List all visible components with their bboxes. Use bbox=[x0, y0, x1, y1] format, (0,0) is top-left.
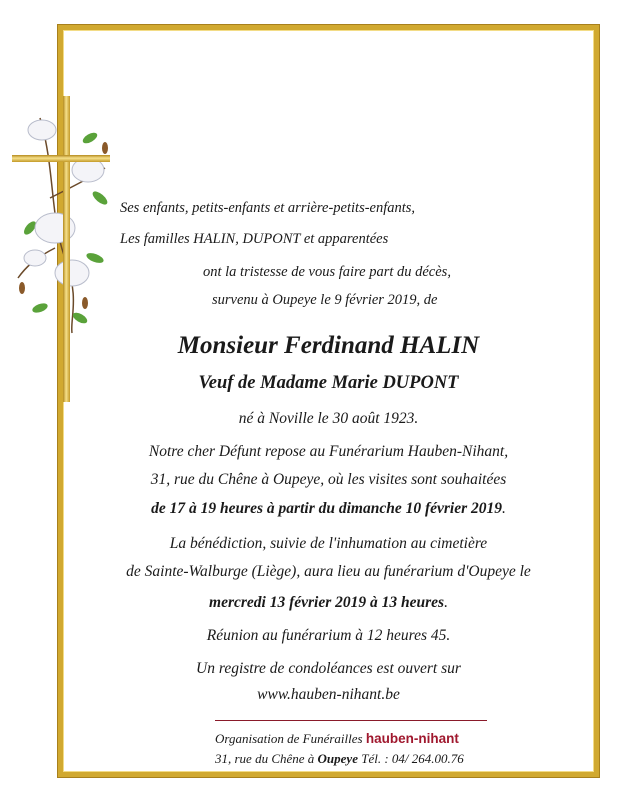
condolences-website[interactable]: www.hauben-nihant.be bbox=[257, 686, 400, 703]
gold-cross-horizontal bbox=[12, 155, 110, 162]
footer-divider bbox=[215, 720, 487, 721]
intro-line-deceased-date: survenu à Oupeye le 9 février 2019, de bbox=[212, 292, 438, 308]
footer-org-prefix: Organisation de Funérailles bbox=[215, 731, 363, 746]
birth-info: né à Noville le 30 août 1923. bbox=[238, 410, 419, 427]
footer-phone: Tél. : 04/ 264.00.76 bbox=[361, 751, 464, 766]
deceased-name: Monsieur Ferdinand HALIN bbox=[177, 332, 480, 359]
footer-address-prefix: 31, rue du Chêne à bbox=[215, 751, 315, 766]
visitation-hours-bold: de 17 à 19 heures à partir du dimanche 10 février 2019 bbox=[151, 500, 503, 517]
intro-line-families: Les familles HALIN, DUPONT et apparentées bbox=[120, 231, 389, 247]
ceremony-line-2: de Sainte-Walburge (Liège), aura lieu au funérarium d'Oupeye le bbox=[126, 563, 531, 580]
meeting-info: Réunion au funérarium à 12 heures 45. bbox=[206, 627, 451, 644]
ceremony-line-1: La bénédiction, suivie de l'inhumation au cimetière bbox=[169, 535, 488, 552]
ceremony-date bbox=[58, 594, 599, 612]
intro-line-sadness: ont la tristesse de vous faire part du décès, bbox=[203, 264, 451, 280]
visitation-hours bbox=[58, 500, 599, 518]
ceremony-date-bold: mercredi 13 février 2019 à 13 heures bbox=[209, 594, 445, 611]
widow-of: Veuf de Madame Marie DUPONT bbox=[198, 373, 459, 393]
ceremony-date-end: . bbox=[444, 594, 448, 611]
footer-address bbox=[215, 751, 464, 767]
brand-logo-text: hauben-nihant bbox=[365, 731, 459, 746]
footer-address-town: Oupeye bbox=[317, 751, 358, 766]
visitation-line-2: 31, rue du Chêne à Oupeye, où les visites sont souhaitées bbox=[150, 471, 507, 488]
intro-line-children: Ses enfants, petits-enfants et arrière-petits-enfants, bbox=[120, 200, 416, 216]
visitation-hours-end: . bbox=[502, 500, 506, 517]
footer-organisation bbox=[215, 731, 459, 747]
condolences-line: Un registre de condoléances est ouvert sur bbox=[196, 660, 461, 677]
visitation-line-1: Notre cher Défunt repose au Funérarium Hauben-Nihant, bbox=[148, 443, 509, 460]
